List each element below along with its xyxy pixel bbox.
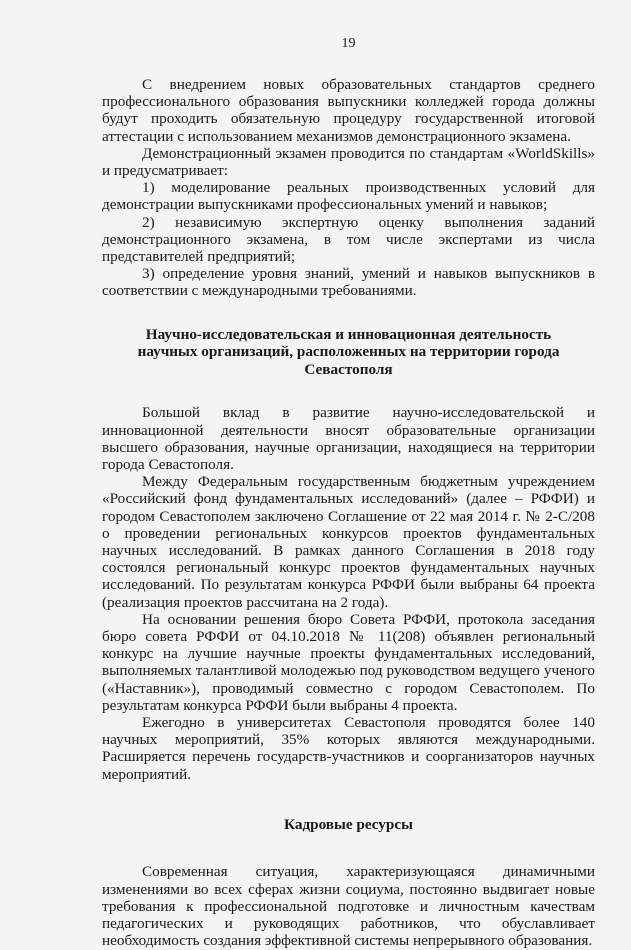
- section-heading-personnel: Кадровые ресурсы: [284, 815, 413, 833]
- paragraph-demo-exam-intro: С внедрением новых образовательных стандартов среднего профессионального образования выпускники колледжей города должны будут проходить обязательную процедуру государственной итоговой аттестации с использованием механизмов демонстрационного экзамена.: [102, 76, 595, 145]
- list-item-1: 1) моделирование реальных производственных условий для демонстрации выпускниками профессиональных умений и навыков;: [102, 179, 595, 214]
- paragraph-rffi-agreement: Между Федеральным государственным бюджетным учреждением «Российский фонд фундаментальных исследований» (далее – РФФИ) и городом Севастополем заключено Соглашение от 22 мая 2014 г. № 2-С/208 о проведении региональных конкурсов проектов фундаментальных научных исследований. В рамках данного Соглашения в 2018 году состоялся региональный конкурс проектов фундаментальных научных исследований. По результатам конкурса РФФИ были выбраны 64 проекта (реализация проектов рассчитана на 2 года).: [102, 473, 595, 611]
- heading-line: Научно-исследовательская и инновационная деятельность: [145, 325, 552, 343]
- paragraph-mentor-contest: На основании решения бюро Совета РФФИ, протокола заседания бюро совета РФФИ от 04.10.2018 № 11(208) объявлен региональный конкурс на лучшие научные проекты фундаментальных исследований, выполняемых талантливой молодежью под руководством ведущего ученого («Наставник»), проводимый совместно с городом Севастополем. По результатам конкурса РФФИ были выбраны 4 проекта.: [102, 610, 595, 714]
- section-heading-research: [102, 326, 595, 379]
- list-item-3: 3) определение уровня знаний, умений и навыков выпускников в соответствии с международными требованиями.: [102, 265, 595, 300]
- heading-line: Севастополя: [304, 360, 393, 378]
- heading-line: научных организаций, расположенных на территории города: [137, 343, 560, 361]
- paragraph-worldskills: Демонстрационный экзамен проводится по стандартам «WorldSkills» и предусматривает:: [102, 144, 595, 180]
- paragraph-research-contribution: Большой вклад в развитие научно-исследовательской и инновационной деятельности вносят образовательные организации высшего образования, научные организации, находящиеся на территории города Севастополя.: [102, 404, 595, 474]
- paragraph-scientific-events: Ежегодно в университетах Севастополя проводятся более 140 научных мероприятий, 35% которых являются международными. Расширяется перечень государств-участников и соорганизаторов научных мероприятий.: [102, 714, 595, 783]
- paragraph-personnel: Современная ситуация, характеризующаяся динамичными изменениями во всех сферах жизни социума, постоянно выдвигает новые требования к профессиональной подготовке и личностным качествам педагогических и руководящих работников, что обуславливает необходимость создания эффективной системы непрерывного образования.: [102, 863, 595, 950]
- page-number: 19: [341, 36, 356, 51]
- list-item-2: 2) независимую экспертную оценку выполнения заданий демонстрационного экзамена, в том числе экспертами из числа представителей предприятий;: [102, 213, 595, 266]
